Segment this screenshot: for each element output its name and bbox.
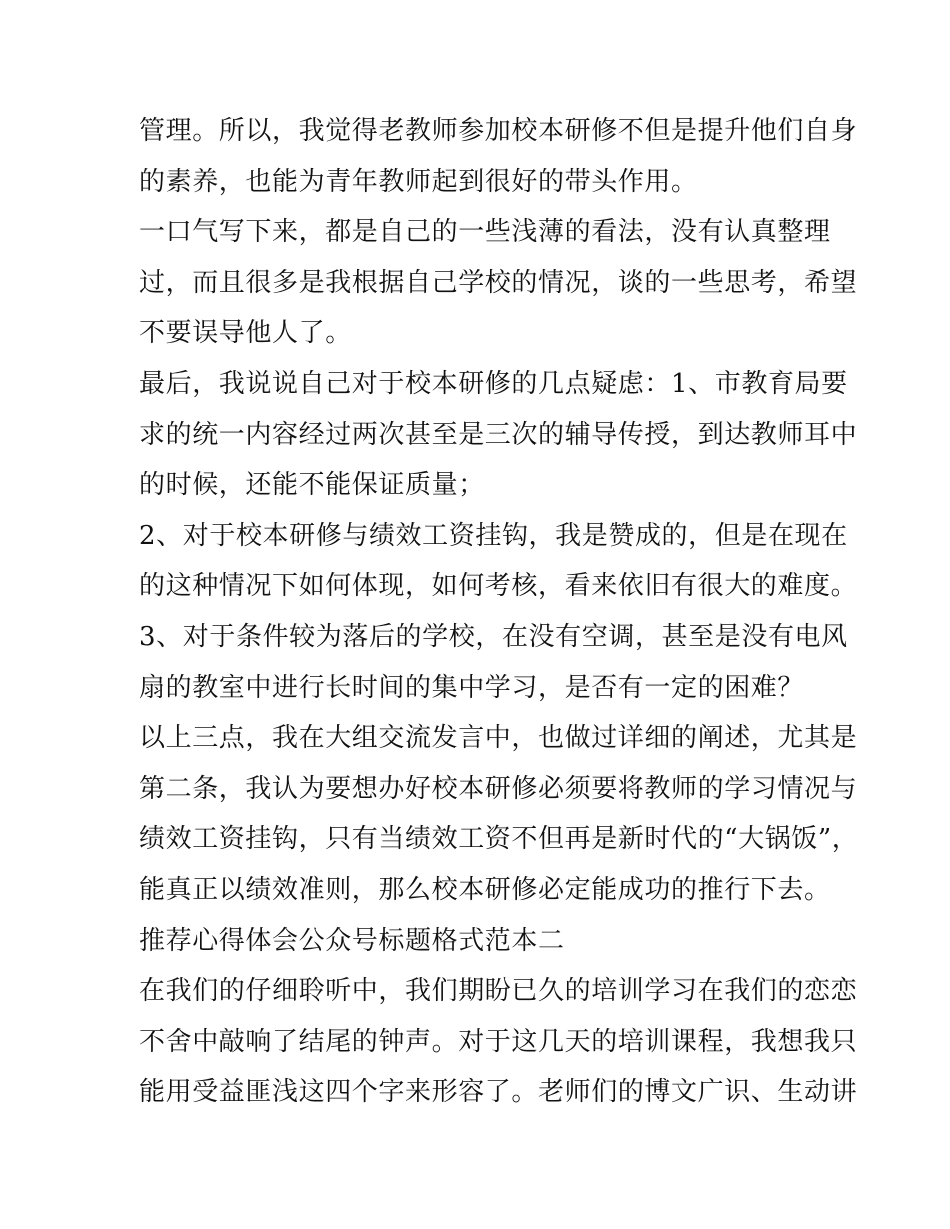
text-line: 第二条，我认为要想办好校本研修必须要将教师的学习情况与 xyxy=(139,773,858,804)
text-line: 最后，我说说自己对于校本研修的几点疑虑：1、市教育局要 xyxy=(139,368,848,399)
text-line: 的这种情况下如何体现，如何考核，看来依旧有很大的难度。 xyxy=(139,571,858,602)
text-line: 的时候，还能不能保证质量； xyxy=(139,470,485,501)
text-line: 以上三点，我在大组交流发言中，也做过详细的阐述，尤其是 xyxy=(139,723,858,754)
section-heading: 推荐心得体会公众号标题格式范本二 xyxy=(139,925,565,956)
text-line: 管理。所以，我觉得老教师参加校本研修不但是提升他们自身 xyxy=(139,116,858,146)
text-line: 过，而且很多是我根据自己学校的情况，谈的一些思考，希望 xyxy=(139,267,858,298)
text-line: 不舍中敲响了结尾的钟声。对于这几天的培训课程，我想我只 xyxy=(139,1026,858,1057)
text-line: 不要误导他人了。 xyxy=(139,318,352,349)
text-line: 绩效工资挂钩，只有当绩效工资不但再是新时代的“大锅饭”， xyxy=(139,824,859,855)
text-line: 在我们的仔细聆听中，我们期盼已久的培训学习在我们的恋恋 xyxy=(139,976,858,1007)
text-line: 的素养，也能为青年教师起到很好的带头作用。 xyxy=(139,166,698,197)
text-line: 能用受益匪浅这四个字来形容了。老师们的博文广识、生动讲 xyxy=(139,1077,858,1108)
text-line: 扇的教室中进行长时间的集中学习，是否有一定的困难？ xyxy=(139,672,805,703)
text-line: 2、对于校本研修与绩效工资挂钩，我是赞成的，但是在现在 xyxy=(139,520,848,551)
text-line: 求的统一内容经过两次甚至是三次的辅导传授，到达教师耳中 xyxy=(139,419,858,450)
text-line: 一口气写下来，都是自己的一些浅薄的看法，没有认真整理 xyxy=(139,217,831,248)
text-line: 3、对于条件较为落后的学校，在没有空调，甚至是没有电风 xyxy=(139,621,848,652)
document-body xyxy=(139,106,859,1118)
text-line: 能真正以绩效准则，那么校本研修必定能成功的推行下去。 xyxy=(139,874,831,905)
